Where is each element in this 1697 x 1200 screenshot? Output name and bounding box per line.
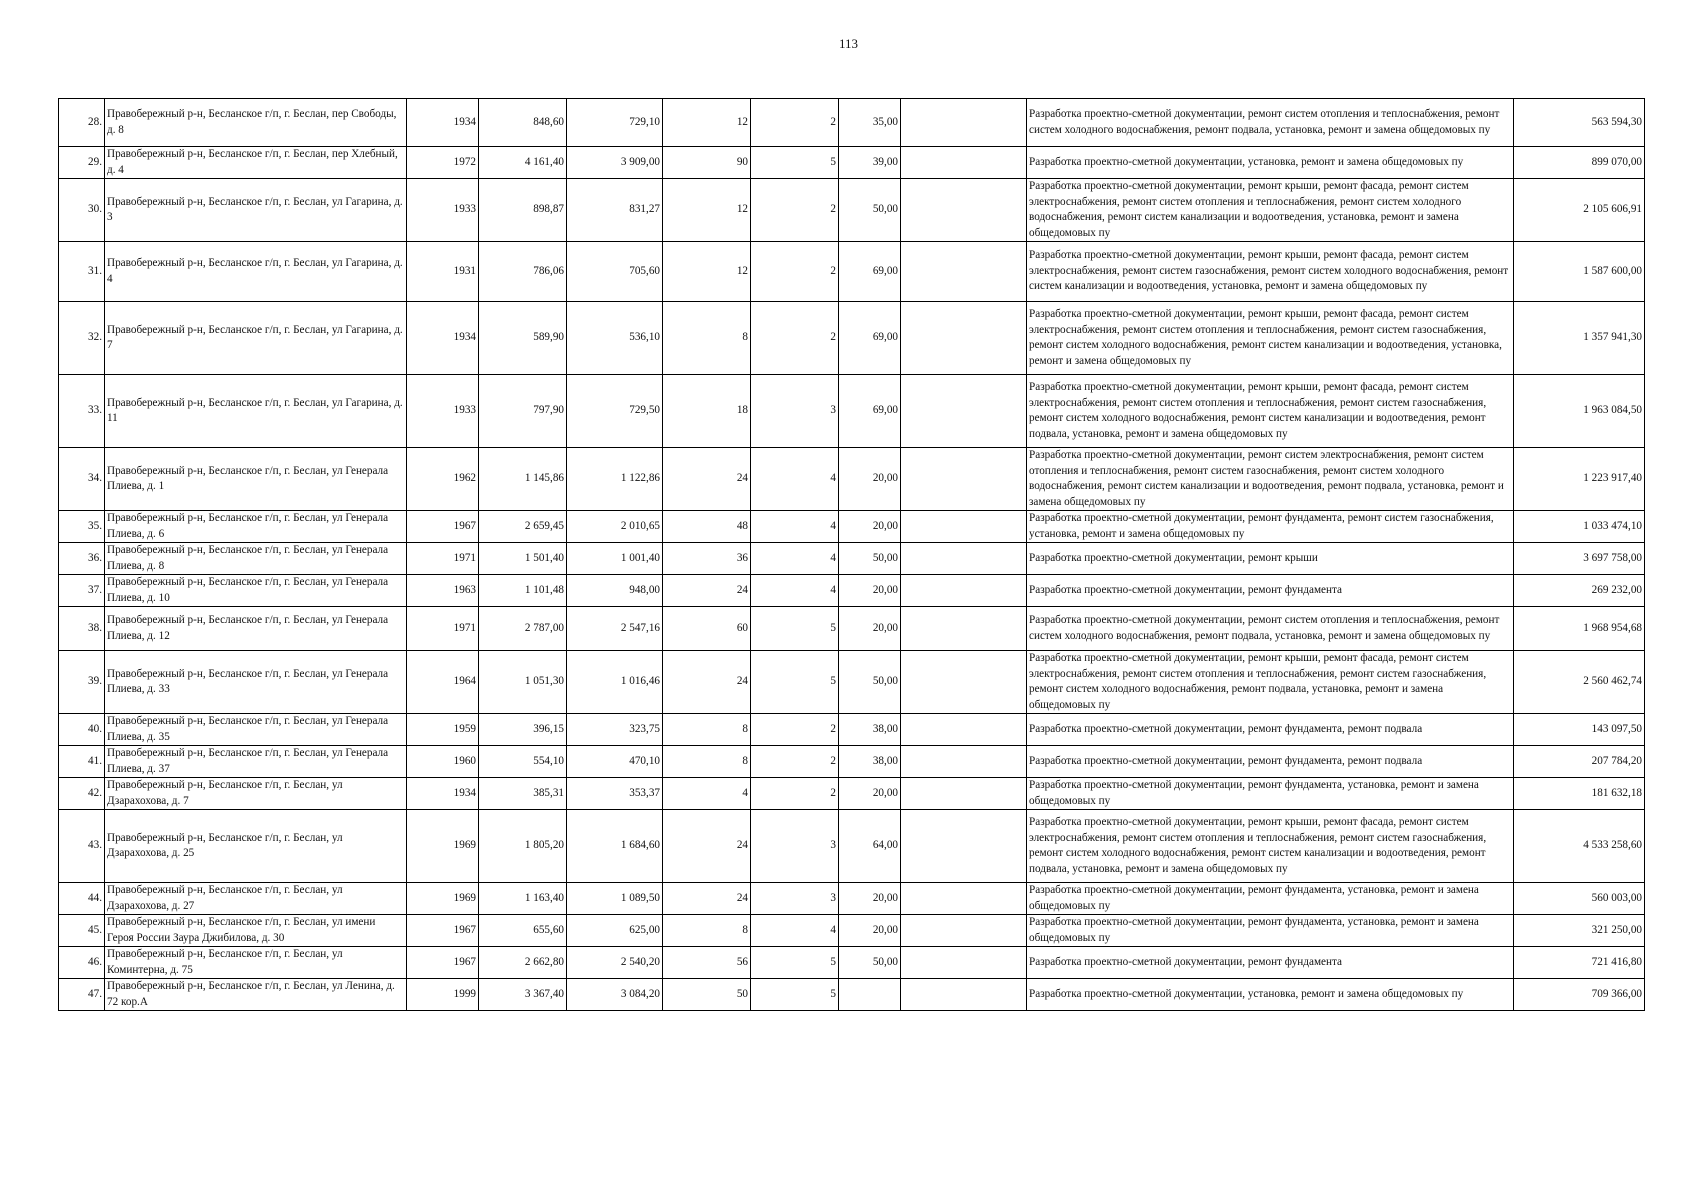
year-cell: 1971 — [407, 607, 479, 651]
works-cell: Разработка проектно-сметной документации, ремонт фундамента, ремонт подвала — [1027, 746, 1514, 778]
works-cell: Разработка проектно-сметной документации, ремонт крыши, ремонт фасада, ремонт систем электроснабжения, ремонт систем отопления и теплоснабжения, ремонт систем газоснабжения, ремонт систем холодного водоснабжения, ремонт систем канализации и водоотведения, установка, ремонт и замена общедомовых пу — [1027, 302, 1514, 375]
extra-cell — [901, 746, 1027, 778]
floors-cell: 4 — [751, 575, 839, 607]
address-cell: Правобережный р-н, Бесланское г/п, г. Беслан, ул Гагарина, д. 4 — [105, 242, 407, 302]
works-cell: Разработка проектно-сметной документации, ремонт фундамента — [1027, 575, 1514, 607]
total-area-cell: 1 051,30 — [479, 651, 567, 714]
year-cell: 1971 — [407, 543, 479, 575]
cost-cell: 181 632,18 — [1514, 778, 1645, 810]
row-number-cell: 29. — [59, 147, 105, 179]
extra-cell — [901, 883, 1027, 915]
row-number-cell: 28. — [59, 99, 105, 147]
floors-cell: 2 — [751, 714, 839, 746]
row-number-cell: 34. — [59, 448, 105, 511]
living-area-cell: 323,75 — [567, 714, 663, 746]
cost-cell: 143 097,50 — [1514, 714, 1645, 746]
floors-cell: 5 — [751, 979, 839, 1011]
wear-cell: 20,00 — [839, 915, 901, 947]
year-cell: 1967 — [407, 511, 479, 543]
year-cell: 1964 — [407, 651, 479, 714]
table-row — [59, 575, 1645, 607]
address-cell: Правобережный р-н, Бесланское г/п, г. Беслан, ул Дзарахохова, д. 25 — [105, 810, 407, 883]
extra-cell — [901, 810, 1027, 883]
wear-cell: 38,00 — [839, 714, 901, 746]
works-cell: Разработка проектно-сметной документации, ремонт систем отопления и теплоснабжения, ремонт систем холодного водоснабжения, ремонт подвала, установка, ремонт и замена общедомовых пу — [1027, 99, 1514, 147]
total-area-cell: 385,31 — [479, 778, 567, 810]
address-cell: Правобережный р-н, Бесланское г/п, г. Беслан, ул Ленина, д. 72 кор.А — [105, 979, 407, 1011]
table-row — [59, 99, 1645, 147]
extra-cell — [901, 543, 1027, 575]
cost-cell: 721 416,80 — [1514, 947, 1645, 979]
living-area-cell: 729,50 — [567, 375, 663, 448]
address-cell: Правобережный р-н, Бесланское г/п, г. Беслан, ул Генерала Плиева, д. 6 — [105, 511, 407, 543]
wear-cell: 69,00 — [839, 242, 901, 302]
living-area-cell: 1 001,40 — [567, 543, 663, 575]
address-cell: Правобережный р-н, Бесланское г/п, г. Беслан, ул Генерала Плиева, д. 37 — [105, 746, 407, 778]
cost-cell: 3 697 758,00 — [1514, 543, 1645, 575]
cost-cell: 321 250,00 — [1514, 915, 1645, 947]
living-area-cell: 536,10 — [567, 302, 663, 375]
extra-cell — [901, 99, 1027, 147]
address-cell: Правобережный р-н, Бесланское г/п, г. Беслан, пер Хлебный, д. 4 — [105, 147, 407, 179]
total-area-cell: 655,60 — [479, 915, 567, 947]
cost-cell: 269 232,00 — [1514, 575, 1645, 607]
living-area-cell: 1 122,86 — [567, 448, 663, 511]
year-cell: 1969 — [407, 883, 479, 915]
table-row — [59, 883, 1645, 915]
row-number-cell: 39. — [59, 651, 105, 714]
works-cell: Разработка проектно-сметной документации, установка, ремонт и замена общедомовых пу — [1027, 147, 1514, 179]
cost-cell: 560 003,00 — [1514, 883, 1645, 915]
total-area-cell: 848,60 — [479, 99, 567, 147]
living-area-cell: 2 547,16 — [567, 607, 663, 651]
cost-cell: 2 560 462,74 — [1514, 651, 1645, 714]
apartments-cell: 8 — [663, 915, 751, 947]
extra-cell — [901, 242, 1027, 302]
living-area-cell: 831,27 — [567, 179, 663, 242]
apartments-cell: 24 — [663, 810, 751, 883]
year-cell: 1934 — [407, 302, 479, 375]
total-area-cell: 1 501,40 — [479, 543, 567, 575]
table-row — [59, 810, 1645, 883]
row-number-cell: 30. — [59, 179, 105, 242]
cost-cell: 1 223 917,40 — [1514, 448, 1645, 511]
address-cell: Правобережный р-н, Бесланское г/п, г. Беслан, пер Свободы, д. 8 — [105, 99, 407, 147]
extra-cell — [901, 915, 1027, 947]
cost-cell: 1 963 084,50 — [1514, 375, 1645, 448]
wear-cell: 69,00 — [839, 302, 901, 375]
row-number-cell: 37. — [59, 575, 105, 607]
wear-cell: 20,00 — [839, 607, 901, 651]
total-area-cell: 797,90 — [479, 375, 567, 448]
year-cell: 1934 — [407, 99, 479, 147]
floors-cell: 4 — [751, 915, 839, 947]
table-row — [59, 915, 1645, 947]
table-row — [59, 979, 1645, 1011]
table-row — [59, 448, 1645, 511]
row-number-cell: 36. — [59, 543, 105, 575]
row-number-cell: 38. — [59, 607, 105, 651]
cost-cell: 899 070,00 — [1514, 147, 1645, 179]
address-cell: Правобережный р-н, Бесланское г/п, г. Беслан, ул Генерала Плиева, д. 12 — [105, 607, 407, 651]
wear-cell: 35,00 — [839, 99, 901, 147]
apartments-cell: 4 — [663, 778, 751, 810]
works-cell: Разработка проектно-сметной документации, ремонт фундамента, ремонт систем газоснабжения, установка, ремонт и замена общедомовых пу — [1027, 511, 1514, 543]
row-number-cell: 47. — [59, 979, 105, 1011]
living-area-cell: 1 089,50 — [567, 883, 663, 915]
total-area-cell: 3 367,40 — [479, 979, 567, 1011]
works-cell: Разработка проектно-сметной документации, ремонт систем электроснабжения, ремонт систем отопления и теплоснабжения, ремонт систем газоснабжения, ремонт систем холодного водоснабжения, ремонт систем канализации и водоотведения, ремонт подвала, установка, ремонт и замена общедомовых пу — [1027, 448, 1514, 511]
row-number-cell: 46. — [59, 947, 105, 979]
table-row — [59, 302, 1645, 375]
extra-cell — [901, 179, 1027, 242]
wear-cell: 69,00 — [839, 375, 901, 448]
address-cell: Правобережный р-н, Бесланское г/п, г. Беслан, ул Гагарина, д. 7 — [105, 302, 407, 375]
apartments-cell: 12 — [663, 242, 751, 302]
row-number-cell: 42. — [59, 778, 105, 810]
table-row — [59, 375, 1645, 448]
apartments-cell: 12 — [663, 179, 751, 242]
apartments-cell: 18 — [663, 375, 751, 448]
cost-cell: 2 105 606,91 — [1514, 179, 1645, 242]
table-row — [59, 714, 1645, 746]
wear-cell: 50,00 — [839, 543, 901, 575]
living-area-cell: 470,10 — [567, 746, 663, 778]
year-cell: 1934 — [407, 778, 479, 810]
cost-cell: 1 033 474,10 — [1514, 511, 1645, 543]
table-row — [59, 778, 1645, 810]
floors-cell: 2 — [751, 746, 839, 778]
living-area-cell: 2 540,20 — [567, 947, 663, 979]
table-row — [59, 607, 1645, 651]
row-number-cell: 41. — [59, 746, 105, 778]
row-number-cell: 45. — [59, 915, 105, 947]
extra-cell — [901, 375, 1027, 448]
total-area-cell: 589,90 — [479, 302, 567, 375]
apartments-cell: 24 — [663, 651, 751, 714]
total-area-cell: 1 805,20 — [479, 810, 567, 883]
cost-cell: 207 784,20 — [1514, 746, 1645, 778]
row-number-cell: 33. — [59, 375, 105, 448]
total-area-cell: 2 662,80 — [479, 947, 567, 979]
wear-cell — [839, 979, 901, 1011]
living-area-cell: 948,00 — [567, 575, 663, 607]
address-cell: Правобережный р-н, Бесланское г/п, г. Беслан, ул Генерала Плиева, д. 33 — [105, 651, 407, 714]
total-area-cell: 1 145,86 — [479, 448, 567, 511]
extra-cell — [901, 947, 1027, 979]
year-cell: 1963 — [407, 575, 479, 607]
year-cell: 1960 — [407, 746, 479, 778]
floors-cell: 5 — [751, 147, 839, 179]
apartments-cell: 90 — [663, 147, 751, 179]
floors-cell: 5 — [751, 607, 839, 651]
extra-cell — [901, 607, 1027, 651]
table-row — [59, 179, 1645, 242]
apartments-cell: 60 — [663, 607, 751, 651]
apartments-cell: 56 — [663, 947, 751, 979]
apartments-cell: 8 — [663, 746, 751, 778]
year-cell: 1967 — [407, 915, 479, 947]
wear-cell: 50,00 — [839, 179, 901, 242]
living-area-cell: 3 909,00 — [567, 147, 663, 179]
row-number-cell: 44. — [59, 883, 105, 915]
row-number-cell: 35. — [59, 511, 105, 543]
address-cell: Правобережный р-н, Бесланское г/п, г. Беслан, ул Дзарахохова, д. 27 — [105, 883, 407, 915]
total-area-cell: 1 101,48 — [479, 575, 567, 607]
floors-cell: 3 — [751, 883, 839, 915]
apartments-cell: 8 — [663, 714, 751, 746]
address-cell: Правобережный р-н, Бесланское г/п, г. Беслан, ул Гагарина, д. 11 — [105, 375, 407, 448]
table-row — [59, 543, 1645, 575]
wear-cell: 20,00 — [839, 883, 901, 915]
row-number-cell: 32. — [59, 302, 105, 375]
floors-cell: 2 — [751, 302, 839, 375]
living-area-cell: 1 016,46 — [567, 651, 663, 714]
housing-repair-table — [58, 98, 1645, 1011]
year-cell: 1933 — [407, 179, 479, 242]
address-cell: Правобережный р-н, Бесланское г/п, г. Беслан, ул Генерала Плиева, д. 35 — [105, 714, 407, 746]
living-area-cell: 625,00 — [567, 915, 663, 947]
extra-cell — [901, 778, 1027, 810]
total-area-cell: 2 659,45 — [479, 511, 567, 543]
apartments-cell: 24 — [663, 575, 751, 607]
page-number: 113 — [838, 36, 859, 51]
works-cell: Разработка проектно-сметной документации, ремонт крыши, ремонт фасада, ремонт систем электроснабжения, ремонт систем отопления и теплоснабжения, ремонт систем газоснабжения, ремонт систем холодного водоснабжения, ремонт систем канализации и водоотведения, ремонт подвала, установка, ремонт и замена общедомовых пу — [1027, 375, 1514, 448]
table-row — [59, 511, 1645, 543]
year-cell: 1999 — [407, 979, 479, 1011]
works-cell: Разработка проектно-сметной документации, ремонт крыши, ремонт фасада, ремонт систем электроснабжения, ремонт систем отопления и теплоснабжения, ремонт систем холодного водоснабжения, ремонт систем канализации и водоотведения, установка, ремонт и замена общедомовых пу — [1027, 179, 1514, 242]
table-row — [59, 147, 1645, 179]
total-area-cell: 1 163,40 — [479, 883, 567, 915]
apartments-cell: 12 — [663, 99, 751, 147]
works-cell: Разработка проектно-сметной документации, установка, ремонт и замена общедомовых пу — [1027, 979, 1514, 1011]
floors-cell: 5 — [751, 651, 839, 714]
cost-cell: 1 968 954,68 — [1514, 607, 1645, 651]
living-area-cell: 2 010,65 — [567, 511, 663, 543]
works-cell: Разработка проектно-сметной документации, ремонт систем отопления и теплоснабжения, ремонт систем холодного водоснабжения, ремонт подвала, установка, ремонт и замена общедомовых пу — [1027, 607, 1514, 651]
cost-cell: 563 594,30 — [1514, 99, 1645, 147]
table-row — [59, 746, 1645, 778]
apartments-cell: 48 — [663, 511, 751, 543]
year-cell: 1972 — [407, 147, 479, 179]
living-area-cell: 705,60 — [567, 242, 663, 302]
living-area-cell: 3 084,20 — [567, 979, 663, 1011]
total-area-cell: 898,87 — [479, 179, 567, 242]
wear-cell: 50,00 — [839, 947, 901, 979]
table-row — [59, 651, 1645, 714]
cost-cell: 4 533 258,60 — [1514, 810, 1645, 883]
row-number-cell: 40. — [59, 714, 105, 746]
address-cell: Правобережный р-н, Бесланское г/п, г. Беслан, ул Гагарина, д. 3 — [105, 179, 407, 242]
wear-cell: 20,00 — [839, 511, 901, 543]
address-cell: Правобережный р-н, Бесланское г/п, г. Беслан, ул имени Героя России Заура Джибилова, д. 30 — [105, 915, 407, 947]
living-area-cell: 353,37 — [567, 778, 663, 810]
table-row — [59, 947, 1645, 979]
year-cell: 1931 — [407, 242, 479, 302]
total-area-cell: 396,15 — [479, 714, 567, 746]
row-number-cell: 31. — [59, 242, 105, 302]
address-cell: Правобережный р-н, Бесланское г/п, г. Беслан, ул Генерала Плиева, д. 8 — [105, 543, 407, 575]
year-cell: 1962 — [407, 448, 479, 511]
floors-cell: 4 — [751, 448, 839, 511]
address-cell: Правобережный р-н, Бесланское г/п, г. Беслан, ул Дзарахохова, д. 7 — [105, 778, 407, 810]
cost-cell: 1 357 941,30 — [1514, 302, 1645, 375]
cost-cell: 1 587 600,00 — [1514, 242, 1645, 302]
floors-cell: 2 — [751, 242, 839, 302]
wear-cell: 64,00 — [839, 810, 901, 883]
extra-cell — [901, 714, 1027, 746]
works-cell: Разработка проектно-сметной документации, ремонт фундамента, установка, ремонт и замена общедомовых пу — [1027, 778, 1514, 810]
wear-cell: 20,00 — [839, 778, 901, 810]
total-area-cell: 4 161,40 — [479, 147, 567, 179]
wear-cell: 20,00 — [839, 448, 901, 511]
floors-cell: 5 — [751, 947, 839, 979]
address-cell: Правобережный р-н, Бесланское г/п, г. Беслан, ул Генерала Плиева, д. 1 — [105, 448, 407, 511]
works-cell: Разработка проектно-сметной документации, ремонт фундамента, установка, ремонт и замена общедомовых пу — [1027, 915, 1514, 947]
extra-cell — [901, 651, 1027, 714]
floors-cell: 3 — [751, 375, 839, 448]
works-cell: Разработка проектно-сметной документации, ремонт фундамента — [1027, 947, 1514, 979]
table-row — [59, 242, 1645, 302]
wear-cell: 20,00 — [839, 575, 901, 607]
wear-cell: 38,00 — [839, 746, 901, 778]
address-cell: Правобережный р-н, Бесланское г/п, г. Беслан, ул Генерала Плиева, д. 10 — [105, 575, 407, 607]
floors-cell: 2 — [751, 778, 839, 810]
living-area-cell: 1 684,60 — [567, 810, 663, 883]
floors-cell: 2 — [751, 99, 839, 147]
works-cell: Разработка проектно-сметной документации, ремонт крыши, ремонт фасада, ремонт систем электроснабжения, ремонт систем отопления и теплоснабжения, ремонт систем газоснабжения, ремонт систем холодного водоснабжения, ремонт систем канализации и водоотведения, ремонт подвала, установка, ремонт и замена общедомовых пу — [1027, 810, 1514, 883]
apartments-cell: 36 — [663, 543, 751, 575]
year-cell: 1959 — [407, 714, 479, 746]
extra-cell — [901, 511, 1027, 543]
total-area-cell: 2 787,00 — [479, 607, 567, 651]
apartments-cell: 24 — [663, 883, 751, 915]
extra-cell — [901, 979, 1027, 1011]
works-cell: Разработка проектно-сметной документации, ремонт фундамента, установка, ремонт и замена общедомовых пу — [1027, 883, 1514, 915]
living-area-cell: 729,10 — [567, 99, 663, 147]
floors-cell: 4 — [751, 511, 839, 543]
total-area-cell: 554,10 — [479, 746, 567, 778]
apartments-cell: 50 — [663, 979, 751, 1011]
floors-cell: 2 — [751, 179, 839, 242]
extra-cell — [901, 575, 1027, 607]
works-cell: Разработка проектно-сметной документации, ремонт крыши, ремонт фасада, ремонт систем электроснабжения, ремонт систем газоснабжения, ремонт систем холодного водоснабжения, ремонт систем канализации и водоотведения, установка, ремонт и замена общедомовых пу — [1027, 242, 1514, 302]
extra-cell — [901, 147, 1027, 179]
wear-cell: 50,00 — [839, 651, 901, 714]
extra-cell — [901, 302, 1027, 375]
total-area-cell: 786,06 — [479, 242, 567, 302]
cost-cell: 709 366,00 — [1514, 979, 1645, 1011]
floors-cell: 3 — [751, 810, 839, 883]
works-cell: Разработка проектно-сметной документации, ремонт крыши, ремонт фасада, ремонт систем электроснабжения, ремонт систем отопления и теплоснабжения, ремонт систем газоснабжения, ремонт систем холодного водоснабжения, ремонт подвала, установка, ремонт и замена общедомовых пу — [1027, 651, 1514, 714]
apartments-cell: 24 — [663, 448, 751, 511]
address-cell: Правобережный р-н, Бесланское г/п, г. Беслан, ул Коминтерна, д. 75 — [105, 947, 407, 979]
wear-cell: 39,00 — [839, 147, 901, 179]
year-cell: 1967 — [407, 947, 479, 979]
works-cell: Разработка проектно-сметной документации, ремонт крыши — [1027, 543, 1514, 575]
extra-cell — [901, 448, 1027, 511]
year-cell: 1933 — [407, 375, 479, 448]
floors-cell: 4 — [751, 543, 839, 575]
row-number-cell: 43. — [59, 810, 105, 883]
apartments-cell: 8 — [663, 302, 751, 375]
works-cell: Разработка проектно-сметной документации, ремонт фундамента, ремонт подвала — [1027, 714, 1514, 746]
year-cell: 1969 — [407, 810, 479, 883]
